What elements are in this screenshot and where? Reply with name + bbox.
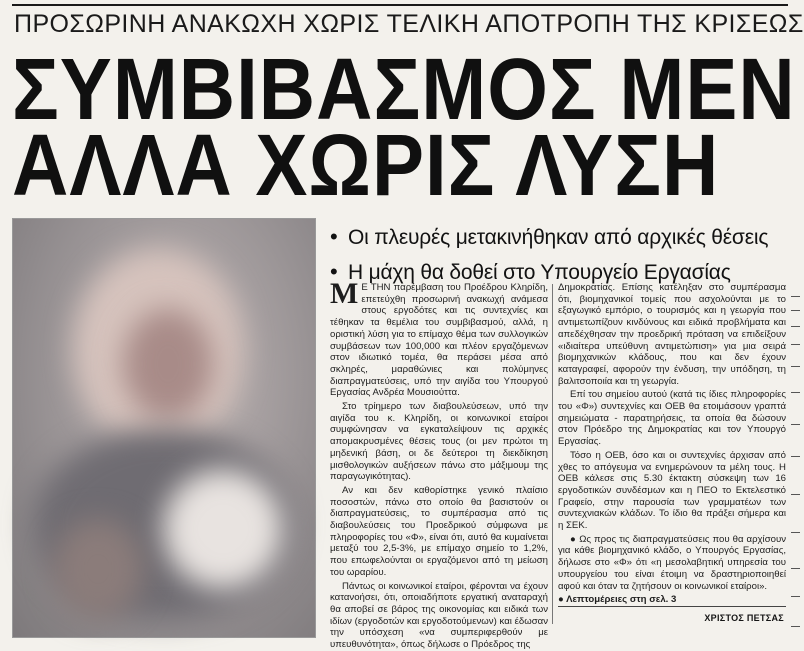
paragraph: Δημοκρατίας. Επίσης κατέληξαν στο συμπέρασμα ότι, βιομηχανικοί τομείς που ασχολούνται με το εξαγωγικό εμπόριο, ο τουρισμός και η γεωργία που αντιμετωπίζουν κινδύνους και ειδικά προβλήματα και απεδέχθησαν την προεδρική πρόταση να επιδείξουν «ιδιαίτερα υπεύθυνη αντιμετώπιση» για μια σειρά βιομηχανικών κλάδους, που και δεν έχουν καταγραφεί, αφορούν την ένδυση, την υπόδηση, τη βαλιτσοποιία και τη γεωργία. xyxy=(558,282,786,387)
paragraph: Αν και δεν καθορίστηκε γενικό πλαίσιο ποσοστών, πάνω στο οποίο θα βασιστούν οι διαπραγματεύσεις, το συμπέρασμα από τις διαβουλεύσεις του Προεδρικού σύμφωνα με πληροφορίες του «Φ», είναι ότι, αυτό θα κυμαίνεται μεταξύ του 2,5-3%, με επίμαχο σημείο το 1,2%, που επωφελούνται οι εργαζόμενοι από τη μείωση του ωραρίου. xyxy=(330,484,548,578)
article-column-left xyxy=(330,277,548,651)
paragraph: Μ Ε ΤΗΝ παρέμβαση του Προέδρου Κληρίδη, επετεύχθη προσωρινή ανακωχή ανάμεσα στους εργοδότες και τις συντεχνίες και τέθηκαν τα θεμέλια του συμβιβασμού, αλλά, η οριστική λύση για το επίμαχο θέμα των συλλογικών συμβάσεων των 100,000 και πλέον εργαζόμενων στον ιδιωτικό τομέα, θα περάσει μέσα από σκληρές, μαραθώνιες και πολύμηνες διαπραγματεύσεις, υπό την αιγίδα του Υπουργού Εργασίας Ανδρέα Μουσιούττα. xyxy=(330,277,548,399)
top-rule xyxy=(12,4,788,6)
author-byline: ΧΡΙΣΤΟΣ ΠΕΤΣΑΣ xyxy=(704,613,784,623)
column-divider xyxy=(552,284,553,624)
bullet-dot-icon: • xyxy=(330,224,338,249)
paragraph: Στο τρίημερο των διαβουλεύσεων, υπό την αιγίδα του κ. Κληρίδη, οι κοινωνικοί εταίροι συμφώνησαν να εγκαταλείψουν τις αρχικές απομακρυσμένες θέσεις τους (οι μεν πρώτοι τη μηδενική βάση, οι δε δεύτεροι τη διεκδίκηση μισθολογικών αυξήσεων πάνω στο μάξιμουμ της παραγωγικότητας). xyxy=(330,401,548,483)
paragraph: Τόσο η ΟΕΒ, όσο και οι συντεχνίες άρχισαν από χθες το απόγευμα να ενημερώνουν τα μέλη τους. Η ΟΕΒ κάλεσε στις 5.30 έκτακτη σύσκεψη των 16 εργοδοτικών συνδέσμων και η ΠΕΟ το Εκτελεστικό Γραφείο, στην παρουσία των γραμματέων των συντεχνιακών κλάδων. Το ίδιο θα πράξει σήμερα και η ΣΕΚ. xyxy=(558,449,786,532)
headline-line-1: ΣΥΜΒΙΒΑΣΜΟΣ ΜΕΝ xyxy=(12,39,796,139)
paragraph: Πάντως οι κοινωνικοί εταίροι, φέρονται να έχουν κατανοήσει, ότι, οποιαδήποτε εργατική αναταραχή θα αποβεί σε βάρος της οικονομίας και ειδικά των ιδίων (εργοδοτών και εργοδοτούμενων) και έδωσαν την υπόσχεση «να συμπεριφερθούν με υπευθυνότητα», όπως δήλωσε ο Πρόεδρος της xyxy=(330,580,548,651)
subheading-bullet: • Οι πλευρές μετακινήθηκαν από αρχικές θέσεις xyxy=(330,220,792,255)
bottom-rule xyxy=(558,606,786,607)
bullet-dot-icon: • xyxy=(330,259,338,284)
blurred-photo xyxy=(12,218,316,638)
paragraph: ● Ως προς τις διαπραγματεύσεις που θα αρχίσουν για κάθε βιομηχανικό κλάδο, ο Υπουργός Εργασίας, δήλωσε στο «Φ» ότι «η μεσολαβητική υπηρεσία του υπουργείου του είναι έτοιμη να δραστηριοποιηθεί αφού και όταν τα ζητήσουν οι κοινωνικοί εταίροι». xyxy=(558,533,786,592)
subheading-bullets xyxy=(330,220,792,290)
drop-cap: Μ xyxy=(330,277,359,310)
article-column-right xyxy=(558,282,786,612)
paragraph: Επί του σημείου αυτού (κατά τις ίδιες πληροφορίες του «Φ») συντεχνίες και ΟΕΒ θα ετοιμάσουν γραπτά σημειώματα - παρατηρήσεις, τα οποία θα δώσουν στον Πρόεδρο της Δημοκρατίας και τον Υπουργό Εργασίας. xyxy=(558,389,786,448)
headline-line-2: ΑΛΛΑ ΧΩΡΙΣ ΛΥΣΗ xyxy=(12,115,720,215)
clipping-edge xyxy=(791,296,800,646)
kicker: ΠΡΟΣΩΡΙΝΗ ΑΝΑΚΩΧΗ ΧΩΡΙΣ ΤΕΛΙΚΗ ΑΠΟΤΡΟΠΗ ΤΗΣ ΚΡΙΣΕΩΣ xyxy=(14,10,804,38)
subheading-bullet: • Η μάχη θα δοθεί στο Υπουργείο Εργασίας xyxy=(330,255,792,290)
continued-on-page-note: ● Λεπτομέρειες στη σελ. 3 xyxy=(558,594,677,606)
